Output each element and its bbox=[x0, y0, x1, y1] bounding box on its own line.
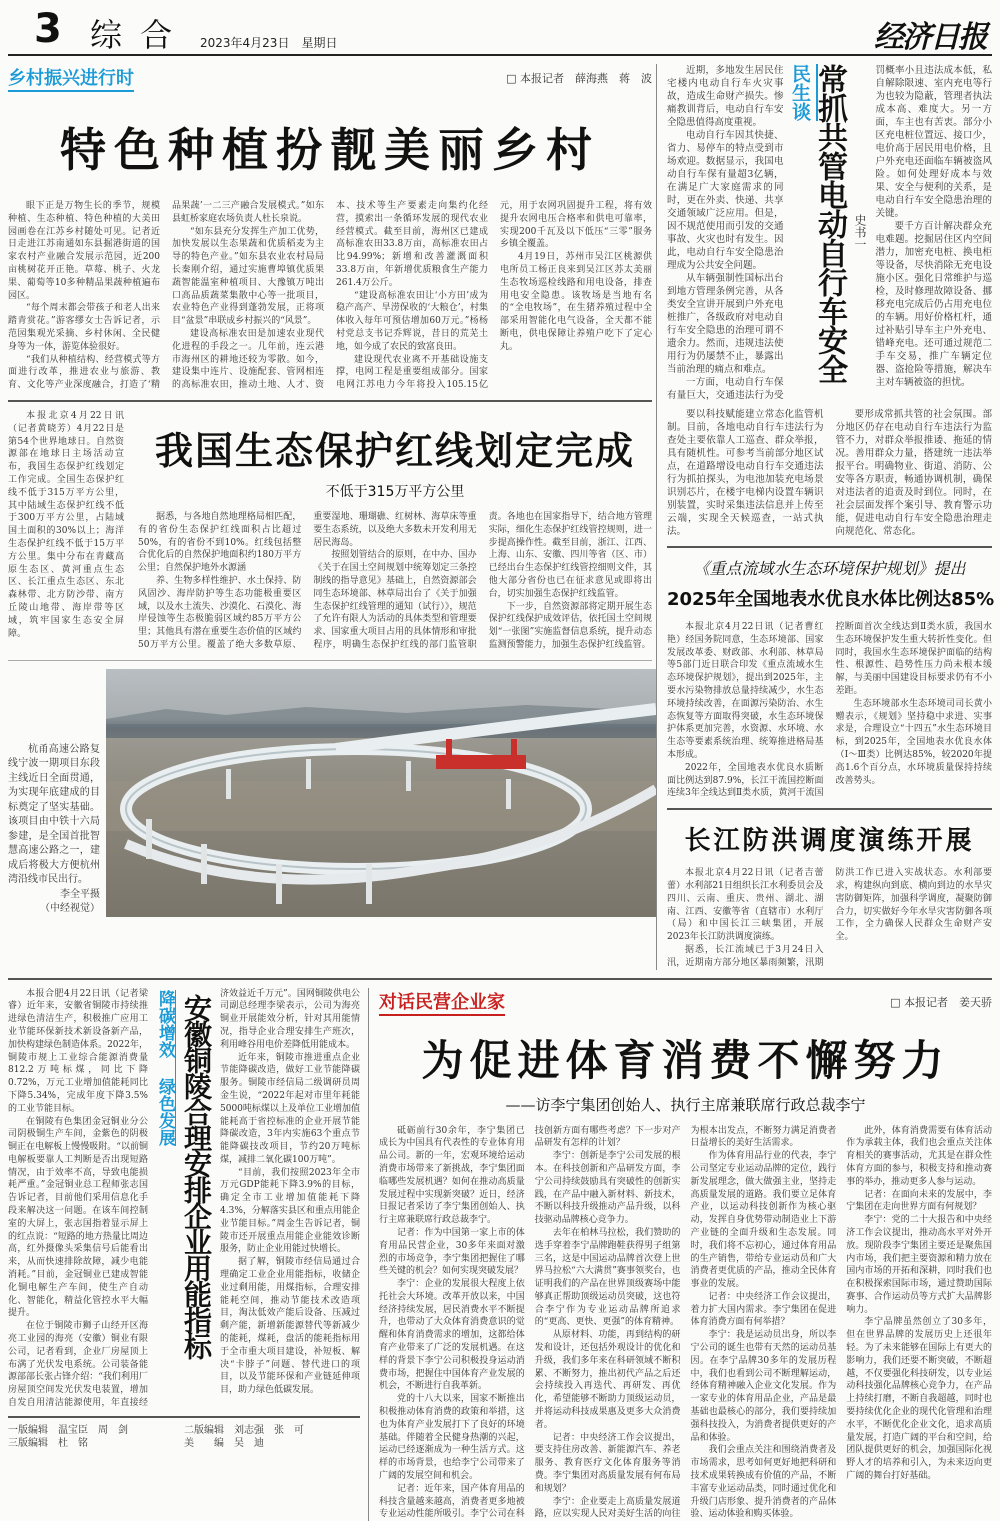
article-tongling-energy bbox=[8, 988, 360, 1410]
paragraph: “建设高标准农田让‘小方田’成为稳产高产、旱涝保收的‘大粮仓’，村集体收入每年可预估增加60万元。”杨杨村党总支书记乔辉说，昔日的荒芜土地，如今成了农民的致富良田。 bbox=[336, 290, 488, 352]
paragraph: 在位于铜陵市狮子山经开区海亮工业园的海亮（安徽）铜业有限公司，记者看到，企业厂房屋顶上布满了光伏发电系统。公司装备能源部部长张占锋介绍：“我们利用厂房屋顶空间发光伏发电装置，增加自发自用清洁能源使用，年直接经济效益近千万元”。国网铜陵供电公司副总经理李梁表示，公司为海亮铜业开展能效分析，针对其用能情况，指导企业合理安排生产班次，利用峰谷用电价差降低用能成本。 bbox=[8, 988, 360, 1409]
paragraph: 近年来，铜陵市推进重点企业节能降碳改造，做好工业节能降碳服务。铜陵市经信局二级调研员周金生说，“2022年起对市里年耗能5000吨标煤以上及单位工业增加值能耗高于省控标准的企业开展节能降碳改造，3年内实施63个重点节能降碳技改项目，节约20万吨标煤，减排二氧化碳100万吨”。 bbox=[220, 1052, 360, 1165]
masthead bbox=[8, 0, 992, 56]
kicker: 《重点流域水生态环境保护规划》提出 bbox=[693, 559, 966, 578]
paragraph: 记者：在面向未来的发展中，李宁集团在走向世界方面有何规划？ bbox=[846, 1189, 992, 1213]
top-section bbox=[8, 64, 995, 970]
paragraph: 从车辆强制性国标出台到地方管理条例完善，从各类安全宣讲开展到户外充电桩推广，各级政府对电动自行车安全隐患的治理可谓不遗余力。然而，违规违法使用行为仍屡禁不止，暴露出当前治理的痛点和难点。 bbox=[667, 273, 784, 375]
column-label: 乡村振兴进行时 bbox=[8, 64, 134, 92]
paragraph: 从原材料、功能，再到结构的研发和设计，还包括外观设计的优化和升级，我们多年来在科研领域不断积累、不断努力，推出初代产品之后还会持续投入再迭代、再研发、再优化，希望能够不断助力顶级运动员，并将运动科技成果惠及更多大众消费者。 bbox=[534, 1330, 681, 1430]
paragraph: 2022年，全国地表水优良水质断面比例达到87.9%，长江干流国控断面连续3年全线达到Ⅱ类水质，黄河干流国控断面首次全线达到Ⅱ类水质，我国水生态环境保护发生重大转折性变化。但同时，我国水生态环境保护面临的结构性、根源性、趋势性压力尚未根本缓解，与美丽中国建设目标要求仍有不小差距。 bbox=[667, 622, 992, 799]
column-label: 民生谈 bbox=[787, 64, 818, 121]
paragraph: 作为体育用品行业的代表，李宁公司坚定专业运动品牌的定位，践行新发展理念，做大做强主业，坚持走高质量发展的道路。我们要立足体育产业，以运动科技创新作为核心驱动，发挥自身优势带动制造业上下游产业链的全面升级和生态发展。同时，我们将不忘初心，通过体育用品的生产销售，带给专业运动员和广大消费者更优质的产品，推动全民体育事业的发展。 bbox=[690, 1151, 837, 1290]
lead-body bbox=[8, 410, 124, 652]
divider bbox=[667, 808, 992, 810]
paragraph: 本报北京4月22日讯（记者吉蕾蕾）水利部21日组织长江水利委员会及四川、云南、重庆、贵州、湖北、湖南、江西、安徽等省（直辖市）水利厅（局）和中国长江三峡集团，开展2023年长江防洪调度演练。 bbox=[667, 868, 824, 943]
paragraph: 养、生物多样性维护、水土保持、防风固沙、海岸防护等生态功能极重要区域，以及水土流失、沙漠化、石漠化、海岸侵蚀等生态极脆弱区域约85万平方公里；其他具有潜在重要生态价值的区域约50万平方公里。覆盖了绝大多数草原、重要湿地、珊瑚礁、红树林、海草床等重要生态系统，以及绝大多数未开发利用无居民海岛。 bbox=[138, 511, 477, 650]
headline: 特色种植扮靓美丽乡村 bbox=[60, 123, 600, 177]
divider bbox=[8, 978, 992, 980]
photo-caption bbox=[8, 743, 106, 917]
paragraph: “如东县充分发挥生产加工优势，加快发展以生态果蔬和优质稻麦为主导的特色产业。”如东县农业农村局局长秦刚介绍，通过实施曹埠镇优质果蔬智能温室种植项目、大豫镇万吨出口高品质蔬菜集散中心等一批项目，农业特色产业得到蓬勃发展，正将项目“盆景”串联成乡村振兴的“风景”。 bbox=[172, 226, 324, 327]
highway-bridge-photo bbox=[106, 669, 656, 917]
article-main bbox=[138, 410, 652, 652]
article-rural-planting bbox=[8, 64, 652, 392]
editor-credit: 二版编辑 刘志强 张 可 bbox=[184, 1424, 304, 1436]
paragraph: 记者：中央经济工作会议提出，着力扩大国内需求。李宁集团在促进体育消费方面有何举措？ bbox=[690, 1291, 837, 1328]
article-yangtze-flood-drill bbox=[667, 820, 992, 969]
author: 史书一 bbox=[853, 214, 867, 250]
commentary-body-bottom bbox=[667, 408, 992, 538]
paragraph: 要千方百计解决群众充电难题。挖掘居住区内空间潜力，加密充电桩、换电柜等设备，尽快消除无充电设施小区。强化日常维护与巡检，及时修理故障设备、挪移充电完成后仍占用充电位的车辆。用好价格杠杆，通过补贴引导车主户外充电、错峰充电。还可通过规范二手车交易，推广车辆定位器、盗抢险等措施，解决车主对车辆被盗的担忧。 bbox=[875, 221, 992, 388]
headline: 为促进体育消费不懈努力 bbox=[421, 1035, 950, 1085]
article-body bbox=[379, 1125, 992, 1521]
article-li-ning-interview bbox=[368, 988, 992, 1521]
paragraph: 4月19日，苏州市吴江区桃源供电所员工杨正良来到吴江区苏太美丽生态牧场巡检线路和用电设备，排查用电安全隐患。该牧场是当地有名的“全电牧场”，在生猪养殖过程中全部采用智能化电气设备，全天都不能断电，供电保障让养殖户吃下了定心丸。 bbox=[500, 252, 652, 352]
paragraph: 据了解，铜陵市经信局通过合理确定工业企业用能指标，收储企业过剩用能，用煤指标，合理安排能耗空间，推动节能技术改造项目，淘汰低效产能后设备、压减过剩产能，新增新能源替代等新减少的能耗，煤耗，盘活的能耗指标用于全市重大项目建设，补短板、解决“卡脖子”问题、替代进口的项目，以及节能环保和产业链延伸项目，助力绿色低碳发展。 bbox=[220, 1257, 360, 1396]
paragraph: 生态环境部水生态环境司司长黄小赠表示，《规划》坚持稳中求进、实事求是，合理设立“十四五”水生态环境目标，到2025年，全国地表水优良水体（Ⅰ～Ⅲ类）比例达85%，较2020年提高1.6个百分点，水环境质量保持持续改善势头。 bbox=[835, 698, 992, 786]
paragraph: 本报北京4月22日讯（记者黄晓芳）4月22日是第54个世界地球日。自然资源部在地球日主场活动宣布，我国生态保护红线划定工作完成。全国生态保护红线不低于315万平方公里，其中陆域生态保护红线不低于300万平方公里，占陆域国土面积的30%以上；海洋生态保护红线不低于15万平方公里。集中分布在青藏高原生态区、黄河重点生态区、长江重点生态区、东北森林带、北方防沙带、南方丘陵山地带、海岸带等区域，筑牢国家生态安全屏障。 bbox=[8, 410, 124, 639]
paragraph: 要形成常抓共管的社会氛围。部分地区仍存在电动自行车违法行为监管不力，对群众举报推诿、拖延的情况。善用群众力量，搭建统一违法举报平台。明确物业、街道、消防、公安等各方职责，畅通协调机制，确保对违法者的追责及时到位。同时，在社会层面发挥个案引导、教育警示功能，促进电动自行车安全隐患治理走向规范化、常态化。 bbox=[835, 409, 992, 537]
paragraph: 按照划管结合的原则，在中办、国办《关于在国土空间规划中统筹划定三条控制线的指导意见》基础上，自然资源部会同生态环境部、林草局出台了《关于加强生态保护红线管理的通知（试行）》，规范了允许有限人为活动的具体类型和管理要求、国家重大项目占用的具体情形和审批程序，明确生态保护红线的部门监管职责。各地也在国家指导下，结合地方管理实际，细化生态保护红线管控规则，进一步提高操作性。截至目前，浙江、江西、上海、山东、安徽、四川等省（区、市）已经出台生态保护红线管控细则文件，其他大部分省份也已在征求意见或即将出台，切实加强生态保护红线监管。 bbox=[313, 511, 652, 650]
issue-date: 2023年4月23日 星期日 bbox=[200, 36, 338, 50]
paragraph: 李宁品牌虽然创立了30多年，但在世界品牌的发展历史上还很年轻。为了未来能够在国际上有更大的影响力，我们还要不断突破，不断超越，不仅要强化科技研发，以专业运动科技强化品牌核心竞争力，在产品上持续打磨，不断自我超越，同时也要持续优化企业的现代化管理和治理水平，不断优化企业文化，追求高质量发展，打造广阔的平台和空间，给团队提供更好的机会，加强国际化视野人才的培养和引入，为未来迈向更广阔的舞台打好基础。 bbox=[846, 1317, 992, 1482]
paper-logo: 经济日报 bbox=[874, 20, 986, 55]
article-water-quality bbox=[667, 556, 995, 800]
paragraph: “目前，我们按照2023年全市万元GDP能耗下降3.9%的目标，确定全市工业增加值能耗下降4.3%，分解落实县区和重点用能企业节能目标。”周金生告诉记者，铜陵市还开展重点用能企业能效诊断服务，防止企业用能过快增长。 bbox=[220, 1167, 360, 1255]
paragraph: 李宁：企业的发展很大程度上依托社会大环境。改革开放以来，中国经济持续发展，居民消费水平不断提升，也带动了大众体育消费意识的觉醒和体育消费需求的增加，这都给体育产业带来了广泛的发展机遇。在这样的背景下李宁公司积极投身运动消费市场，把握住中国体育产业发展的机会，不断进行自我革新。 bbox=[379, 1279, 525, 1392]
column-label: 对话民营企业家 bbox=[379, 988, 505, 1016]
editor-credits bbox=[8, 1416, 360, 1450]
headline: 2025年全国地表水优良水体比例达85% bbox=[667, 589, 995, 610]
paragraph: 李宁：创新是李宁公司发展的根本。在科技创新和产品研发方面，李宁公司持续鼓励具有突破性的创新实践，在产品中融入新材料、新技术，不断以科技升级推动产品升级，以科技驱动品牌核心竞争力。 bbox=[534, 1151, 681, 1226]
photo-block bbox=[8, 669, 652, 917]
article-body bbox=[667, 867, 992, 969]
byline: □ 本报记者 薛海燕 蒋 波 bbox=[506, 72, 652, 85]
paragraph: 近期，多地发生居民住宅楼内电动自行车火灾事故，造成生命财产损失。惨痛教训背后，电动自行车安全隐患值得高度重视。 bbox=[667, 65, 784, 128]
paragraph: 记者：作为中国第一家上市的体育用品民营企业，30多年来面对激烈的市场竞争，李宁集团把握住了哪些关键的机会？如何实现突破发展？ bbox=[379, 1227, 525, 1277]
bottom-section bbox=[8, 988, 992, 1521]
section-name: 综 合 bbox=[90, 16, 177, 54]
editor-credit: 三版编辑 杜 铭 bbox=[8, 1437, 88, 1449]
paragraph: “我们从种植结构、经营模式等方面进行改革，推进农业与旅游、教育、文化等产业深度融合，打造了‘精品果蔬’一二三产融合发展模式。”如东县虹桥家庭农场负责人杜长泉说。 bbox=[8, 201, 324, 391]
photo-agency: （中经视觉） bbox=[40, 903, 100, 915]
article-header bbox=[379, 988, 992, 1016]
caption-text: 杭甬高速公路复线宁波一期项目东段主线近日全面贯通，为实现年底建成的目标奠定了坚实基础。该项目由中铁十六局参建，是全国首批智慧高速公路之一，建成后将极大方便杭州湾沿线市民出行。 bbox=[8, 743, 100, 886]
paragraph: 要以科技赋能建立常态化监管机制。目前，各地电动自行车违法行为查处主要依靠人工巡查、群众举报，具有随机性。可参考当前部分地区试点，在道路增设电动自行车交通违法行为抓拍探头，为电池加装充电场景识别芯片，在楼宇电梯内设置车辆识别装置，实时采集违法信息并上传至云端，实现全天候巡查，一站式执法。 bbox=[667, 409, 824, 537]
paragraph: “每个周末都会带孩子和老人出来踏青赏花。”游客缪女士告诉记者，示范园集观光采摘、乡村休闲、全民健身等为一体，游览体验很好。 bbox=[8, 303, 160, 352]
paragraph: 李宁：党的二十大报告和中央经济工作会议提出，推动高水平对外开放。现阶段李宁集团主要还是聚焦国内市场，我们把主要资源和精力放在国内市场的开拓和深耕，同时我们也在积极探索国际市场，通过赞助国际赛事、合作运动员等方式扩大品牌影响力。 bbox=[846, 1215, 992, 1315]
bottom-left-column bbox=[8, 988, 368, 1521]
top-right-column bbox=[656, 64, 995, 970]
subheadline: ——访李宁集团创始人、执行主席兼联席行政总裁李宁 bbox=[505, 1095, 866, 1114]
page-number: 3 bbox=[34, 6, 62, 52]
paragraph: 记者：中央经济工作会议提出，要支持住房改善、新能源汽车、养老服务、教育医疗文化体育服务等消费。李宁集团对高质量发展有何布局和规划？ bbox=[534, 1432, 681, 1494]
paragraph: 据悉，与各地自然地理格局相匹配，有的省份生态保护红线面积占比超过50%，有的省份不到10%。红线包括整合优化后的自然保护地面积约180万平方公里；自然保护地外水源涵 bbox=[138, 511, 302, 574]
paragraph: 在铜陵有色集团金冠铜业分公司阴极铜生产车间，金紫色的阴极铜正在电解板上慢慢吸附。“以前铜电解板要靠人工判断是否出现短路情况，由于效率不高，导致电能损耗严重。”金冠铜业总工程师张志国告诉记者，目前他们采用信息化手段来解决这一问题。在该车间控制室的大屏上，张志国指着显示屏上的红点说：“短路的地方热量比周边高，红外摄像头采集信号后能看出来，从而快速排除故障，减少电能消耗。”目前，金冠铜业已建成智能化铜电解生产车间，使生产自动化、智能化，精益化管控水平大幅提升。 bbox=[8, 1116, 148, 1319]
paragraph: 本报北京4月22日讯（记者曹红艳）经国务院同意，生态环境部、国家发展改革委、财政部、水利部、林草局等5部门近日联合印发《重点流域水生态环境保护规划》，提出到2025年，主要水污染物排放总量持续减少，水生态环境持续改善，在面源污染防治、水生态恢复等方面取得突破，水生态环境保护体系更加完善，水资源、水环境、水生态等要素系统治理、统筹推进格局基本形成。 bbox=[667, 622, 824, 760]
headline: 常抓共管电动自行车安全 bbox=[812, 64, 847, 383]
article-body bbox=[667, 621, 992, 800]
editor-credit: 美 编 吴 迪 bbox=[184, 1437, 264, 1449]
paragraph: 眼下正是万物生长的季节，规模种植、生态种植、特色种植的大美田园画卷在江苏乡村随处可见。记者近日走进江苏南通如东县掘港街道的国家农村产业融合发展示范园，近200亩桃树花开正艳。草莓、桃子、火龙果、葡萄等10多种精品果蔬种植遍布园区。 bbox=[8, 201, 160, 301]
editor-credit: 一版编辑 温宝臣 周 剑 bbox=[8, 1424, 128, 1436]
paragraph: 党的十八大以来，国家不断推出积极推动体育消费的政策和举措，这也为体育产业发展打下了良好的环境基础。伴随着全民健身热潮的兴起，运动已经逐渐成为一种生活方式。这样的市场背景，也给李宁公司带来了广阔的发展空间和机会。 bbox=[379, 1394, 525, 1482]
paragraph: 李宁：企业要走上高质量发展道路，应以实现人民对美好生活的向往为根本出发点，不断努力满足消费者日益增长的美好生活需求。 bbox=[534, 1125, 837, 1520]
divider bbox=[667, 546, 992, 548]
divider bbox=[8, 400, 652, 402]
photographer: 李全平摄 bbox=[60, 888, 100, 900]
top-left-column bbox=[8, 64, 656, 970]
column-label: 降碳增效 绿色发展 bbox=[155, 989, 175, 1146]
paragraph: 砥砺前行30余年，李宁集团已成长为中国具有代表性的专业体育用品公司。新的一年，宏观环境给运动消费市场带来了新挑战，李宁集团面临哪些发展机遇？如何在推动高质量发展过程中实现新突破？近日，经济日报记者采访了李宁集团创始人、执行主席兼联席行政总裁李宁。 bbox=[379, 1125, 525, 1226]
headline: 安徽铜陵合理安排企业用能指标 bbox=[180, 993, 213, 1358]
subheadline: 不低于315万平方公里 bbox=[325, 483, 465, 500]
bridge-illustration bbox=[106, 669, 656, 917]
paragraph: 此外，体育消费需要有体育活动作为承载主体，我们也会重点关注体育相关的赛事活动，尤其是在群众性体育方面的参与，积极支持和推动赛事的举办，推动更多人参与运动。 bbox=[846, 1125, 992, 1187]
paragraph: 去年在柏林马拉松，我们赞助的选手穿着李宁品牌跑鞋获得男子组第三名，这是中国运动品牌首次登上世界马拉松“六大满贯”赛事领奖台，也证明我们的产品在世界顶级赛场中能够真正帮助顶级运动员突破，这也符合李宁作为专业运动品牌所追求的“更高、更快、更强”的体育精神。 bbox=[534, 1227, 681, 1328]
divider bbox=[8, 660, 652, 661]
paragraph: 建设现代农业离不开基础设施支撑，电网工程是重要组成部分。国家电网江苏电力今年将投入105.15亿元，用于农网巩固提升工程，将有效提升农网电压合格率和供电可靠率，实现200千瓦及以下低压“三零”服务乡镇全覆盖。 bbox=[336, 201, 652, 391]
paragraph: 据悉，长江流域已于3月24日入汛，近期南方部分地区暴雨频繁，汛期防洪工作已进入实战状态。水利部要求，构建纵向到底、横向到边的水旱灾害防御矩阵，加强科学调度，凝聚防御合力，切实做好今年水旱灾害防御各项工作，全力确保人民群众生命财产安全。 bbox=[667, 868, 992, 968]
commentary-ebike-safety bbox=[667, 64, 992, 538]
paragraph: 记者：近年来，国产体育用品的科技含量越来越高，消费者更多地被专业运动性能所吸引。李宁公司在科技创新方面有哪些考虑？下一步对产品研发有怎样的计划？ bbox=[379, 1125, 681, 1520]
paragraph: 建设高标准农田是加速农业现代化进程的手段之一。几年前，连云港市海州区的耕地还较为零散。如今，建设集中连片、设施配套、管网相连的高标准农田，推动土地、人才、资本、技术等生产要素走向集约化经营，摸索出一条循环发展的现代农业经营模式。截至目前，海州区已建成高标准农田33.8万亩，高标准农田占比94.99%；新增和改善灌溉面积33.8万亩，年新增优质粮食生产能力261.4万公斤。 bbox=[172, 201, 488, 391]
headline: 长江防洪调度演练开展 bbox=[684, 826, 975, 857]
paragraph: 电动自行车因其快捷、省力、易停车的特点受到市场欢迎。数据显示，我国电动自行车保有量超3亿辆，在满足广大家庭需求的同时，更在外卖、快递、共享交通领域广泛应用。但是，因不规范使用而引发的交通事故、火灾也时有发生。因此，电动自行车安全隐患治理成为公共安全问题。 bbox=[667, 130, 784, 271]
article-ecological-redline bbox=[8, 410, 652, 652]
paragraph: 李宁：我是运动员出身，所以李宁公司的诞生也带有天然的运动员基因。在李宁品牌30多年的发展历程中，我们也看到公司不断理解运动，经体育精神融入企业文化发展。作为一家专业的体育用品企业，产品是最基础也最核心的部分，我们要持续加强科技投入，为消费者提供更好的产品和体验。 bbox=[690, 1330, 837, 1443]
paragraph: 一方面，电动自行车保有量巨大，交通违法行为受罚概率小且违法成本低，私自解除限速、室内充电等行为也较为隐蔽，管理者执法成本高、难度大。另一方面，车主也有苦衷。部分小区充电桩位置远、接口少，电价高于居民用电价格，且户外充电还面临车辆被盗风险。如何处理好成本与效果、安全与便利的关系，是电动自行车安全隐患治理的关键。 bbox=[667, 65, 992, 401]
paragraph: 我们会重点关注和围绕消费者及市场需求，思考如何更好地把科研和技术成果转换成有价值的产品，不断丰富专业运动品类，同时通过优化和升级门店形象、提升消费者的产品体验、运动体验和购买体验。 bbox=[690, 1445, 837, 1520]
headline: 我国生态保护红线划定完成 bbox=[154, 427, 635, 473]
article-body bbox=[138, 511, 652, 652]
article-body bbox=[8, 200, 652, 392]
paragraph: 下一步，自然资源部将定期开展生态保护红线保护成效评估，依托国土空间规划“一张图”实施监督信息系统，提升动态监测预警能力，加强生态保护红线监管。 bbox=[488, 601, 652, 650]
paragraph: 本报合肥4月22日讯（记者梁睿）近年来，安徽省铜陵市持续推进绿色清洁生产，积极推广应用工业节能环保新技术新设备新产品，加快构建绿色制造体系。2022年，铜陵市规上工业综合能源消费量812.2万吨标煤，同比下降0.72%，万元工业增加值能耗同比下降5.34%，完成年度下降3.5%的工业节能目标。 bbox=[8, 988, 148, 1114]
commentary-body-top bbox=[667, 64, 992, 404]
article-header bbox=[8, 64, 652, 92]
byline: □ 本报记者 姜天骄 bbox=[890, 995, 992, 1009]
